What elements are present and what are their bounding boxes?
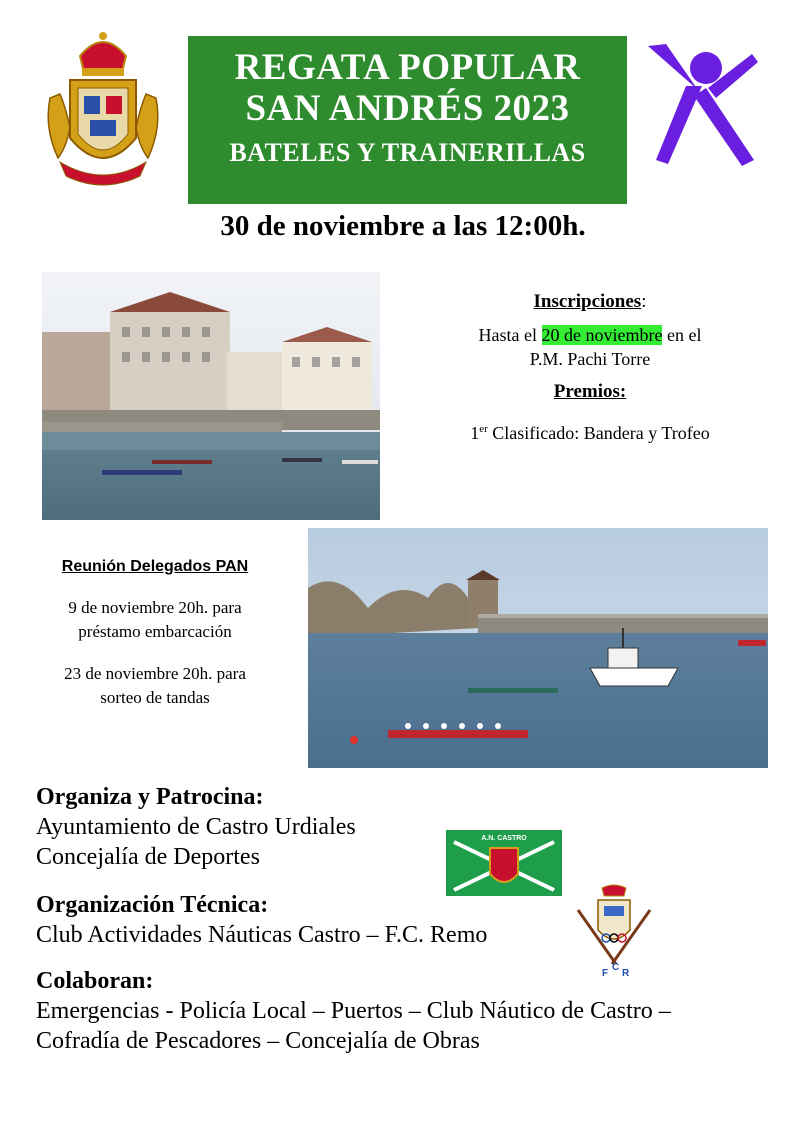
- an-castro-logo-text: A.N. CASTRO: [481, 835, 527, 842]
- reunion-item2-line1: 23 de noviembre 20h. para: [64, 664, 246, 683]
- event-date: 30 de noviembre a las 12:00h.: [220, 210, 586, 242]
- colaboran-line-1: Emergencias - Policía Local – Puertos – Club Náutico de Castro –: [36, 998, 671, 1024]
- colaboran-line-2: Cofradía de Pescadores – Concejalía de Obras: [36, 1028, 480, 1054]
- inscripciones-text-post: en el: [662, 325, 702, 345]
- inscripciones-deadline: 20 de noviembre: [541, 325, 663, 345]
- title-line-3: BATELES Y TRAINERILLAS: [229, 138, 586, 167]
- premios-ordinal-suffix: er: [479, 423, 488, 435]
- inscripciones-text-pre: Hasta el: [478, 325, 542, 345]
- tecnica-heading: Organización Técnica:: [36, 892, 269, 918]
- reunion-item1-line1: 9 de noviembre 20h. para: [68, 598, 242, 617]
- reunion-heading: Reunión Delegados PAN: [61, 558, 249, 575]
- castro-coat-of-arms-logo: [40, 28, 166, 190]
- title-line-2: SAN ANDRÉS 2023: [245, 88, 570, 129]
- an-castro-logo: [446, 830, 562, 896]
- organiza-line-2: Concejalía de Deportes: [36, 844, 260, 870]
- organiza-line-1: Ayuntamiento de Castro Urdiales: [36, 814, 356, 840]
- title-line-1: REGATA POPULAR: [234, 47, 581, 88]
- fcr-letter-c: C: [612, 962, 620, 973]
- tecnica-line-1: Club Actividades Náuticas Castro – F.C. Remo: [36, 922, 488, 948]
- tecnica-block: [36, 890, 576, 950]
- colaboran-block: [36, 966, 796, 1056]
- inscripciones-location: P.M. Pachi Torre: [529, 349, 651, 369]
- fcr-letter-r: R: [622, 968, 630, 979]
- inscripciones-colon: :: [641, 291, 647, 312]
- premios-heading: Premios:: [553, 381, 627, 402]
- reunion-item1-line2: préstamo embarcación: [78, 622, 232, 641]
- premios-text: Clasificado: Bandera y Trofeo: [487, 423, 710, 443]
- organiza-heading: Organiza y Patrocina:: [36, 784, 264, 810]
- harbour-photo-boats: [308, 528, 768, 768]
- premios-ordinal: 1: [470, 423, 480, 443]
- title-banner: [188, 36, 627, 204]
- reunion-block: [20, 556, 290, 710]
- reunion-item2-line2: sorteo de tandas: [100, 688, 210, 707]
- inscripciones-block: [400, 288, 780, 445]
- harbour-photo-town: [42, 272, 380, 520]
- running-figure-logo: [646, 40, 758, 168]
- inscripciones-heading: Inscripciones: [533, 291, 642, 312]
- colaboran-heading: Colaboran:: [36, 968, 154, 994]
- fcr-letter-f: F: [602, 968, 609, 979]
